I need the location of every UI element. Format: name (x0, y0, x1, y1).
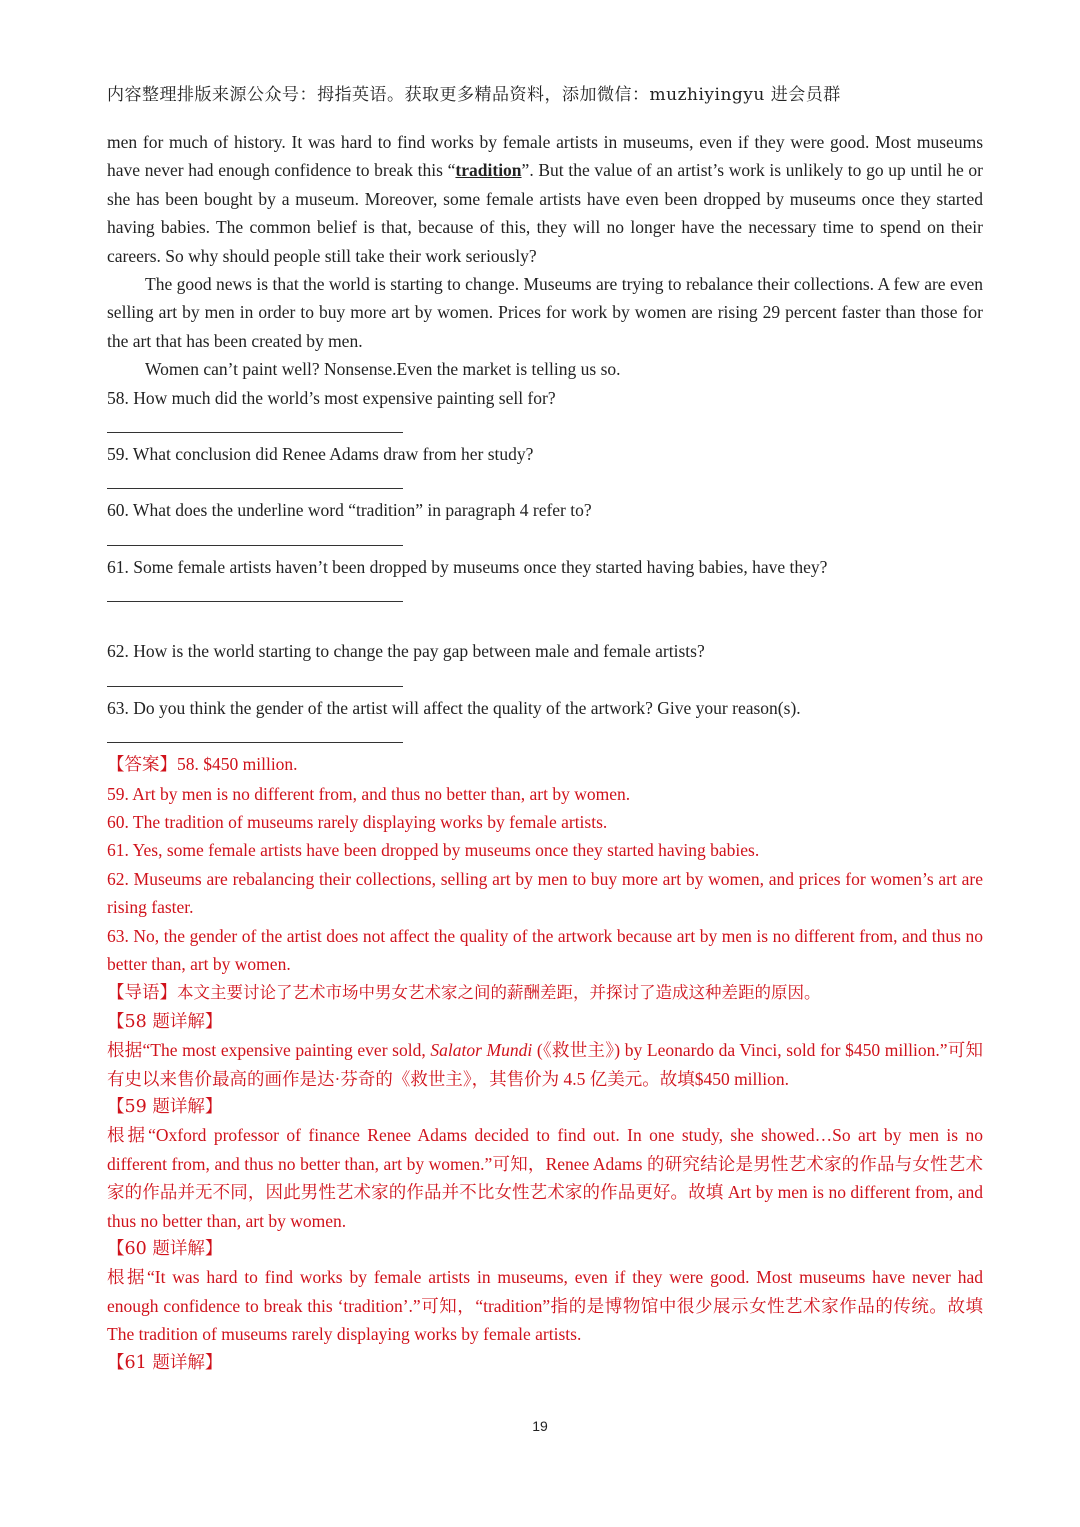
question-60: 60. What does the underline word “tradition” in paragraph 4 refer to? (107, 500, 592, 521)
detail-59: 根据“Oxford professor of finance Renee Adams decided to find out. In one study, she showed…So art by men is no different from, and thus no better than, art by women.”可知，Renee Adams 的研究结论是男性艺术家的作品与女性艺术家的作品并无不同，因此男性艺术家的作品并不比女性艺术家的作品更好。故填 Art by men is no different from, and thus no better than, art by women. (107, 1125, 983, 1231)
passage-paragraph-1: men for much of history. It was hard to find works by female artists in museums, even if they were good. Most museums have never had enough confidence to break this “tradition”. But the value of an artist’s work is unlikely to go up until he or she has been bought by a museum. Moreover, some female artists have even been dropped by museums once they started having babies. The common belief is that, because of this, they will no longer have the necessary time to spend on their careers. So why should people still take their work seriously? (107, 132, 984, 266)
question-61: 61. Some female artists haven’t been dropped by museums once they started having babies, have they? (107, 556, 828, 577)
question-58: 58. How much did the world’s most expensive painting sell for? (107, 387, 556, 408)
answer-blank-61[interactable] (107, 601, 403, 602)
page-number: 19 (532, 1418, 548, 1434)
question-62: 62. How is the world starting to change the pay gap between male and female artists? (107, 641, 705, 662)
question-63: 63. Do you think the gender of the artist will affect the quality of the artwork? Give your reason(s). (107, 697, 801, 718)
detail-59-title: 【59 题详解】 (107, 1096, 223, 1117)
answer-59: 59. Art by men is no different from, and thus no better than, art by women. (107, 783, 631, 804)
answer-blank-60[interactable] (107, 545, 403, 546)
answer-60: 60. The tradition of museums rarely displaying works by female artists. (107, 811, 608, 832)
detail-58-title: 【58 题详解】 (107, 1011, 223, 1032)
document-body (107, 128, 983, 1377)
answer-61: 61. Yes, some female artists have been dropped by museums once they started having babies. (107, 840, 760, 861)
answer-tag: 【答案】 (107, 755, 177, 776)
underlined-word-tradition: tradition (455, 160, 522, 181)
detail-60-title: 【60 题详解】 (107, 1239, 223, 1259)
answer-63: 63. No, the gender of the artist does not affect the quality of the artwork because art by men is no different from, and thus no better than, art by women. (107, 925, 983, 974)
answer-blank-63[interactable] (107, 742, 403, 743)
answer-blank-59[interactable] (107, 488, 403, 489)
answer-58: 【答案】58. $450 million. (107, 754, 298, 776)
answer-62: 62. Museums are rebalancing their collections, selling art by men to buy more art by women, and prices for women’s art are rising faster. (107, 868, 983, 918)
detail-58: 根据“The most expensive painting ever sold, Salator Mundi (《救世主》) by Leonardo da Vinci, sold for $450 million.”可知有史以来售价最高的画作是达·芬奇的《救世主》，其售价为 4.5 亿美元。故填$450 million. (107, 1040, 983, 1089)
question-59: 59. What conclusion did Renee Adams draw from her study? (107, 444, 534, 465)
detail-60: 根据“It was hard to find works by female artists in museums, even if they were good. Most museums have never had enough confidence to break this ‘tradition’.”可知，“tradition”指的是博物馆中很少展示女性艺术家作品的传统。故填 The tradition of museums rarely displaying works by female artists. (107, 1267, 983, 1345)
answer-section (107, 750, 983, 1377)
detail-61-title: 【61 题详解】 (107, 1352, 223, 1373)
answer-blank-62[interactable] (107, 686, 403, 687)
passage-paragraph-3: Women can’t paint well? Nonsense.Even the market is telling us so. (145, 359, 621, 380)
passage-paragraph-2: The good news is that the world is starting to change. Museums are trying to rebalance their collections. A few are even selling art by men in order to buy more art by women. Prices for work by women are rising 29 percent faster than those for the art that has been created by men. (107, 274, 983, 351)
answer-blank-58[interactable] (107, 432, 403, 433)
page-header: 内容整理排版来源公众号：拇指英语。获取更多精品资料，添加微信：muzhiyingyu 进会员群 (107, 85, 841, 105)
guide-paragraph: 【导语】本文主要讨论了艺术市场中男女艺术家之间的薪酬差距，并探讨了造成这种差距的原因。 (107, 983, 821, 1004)
